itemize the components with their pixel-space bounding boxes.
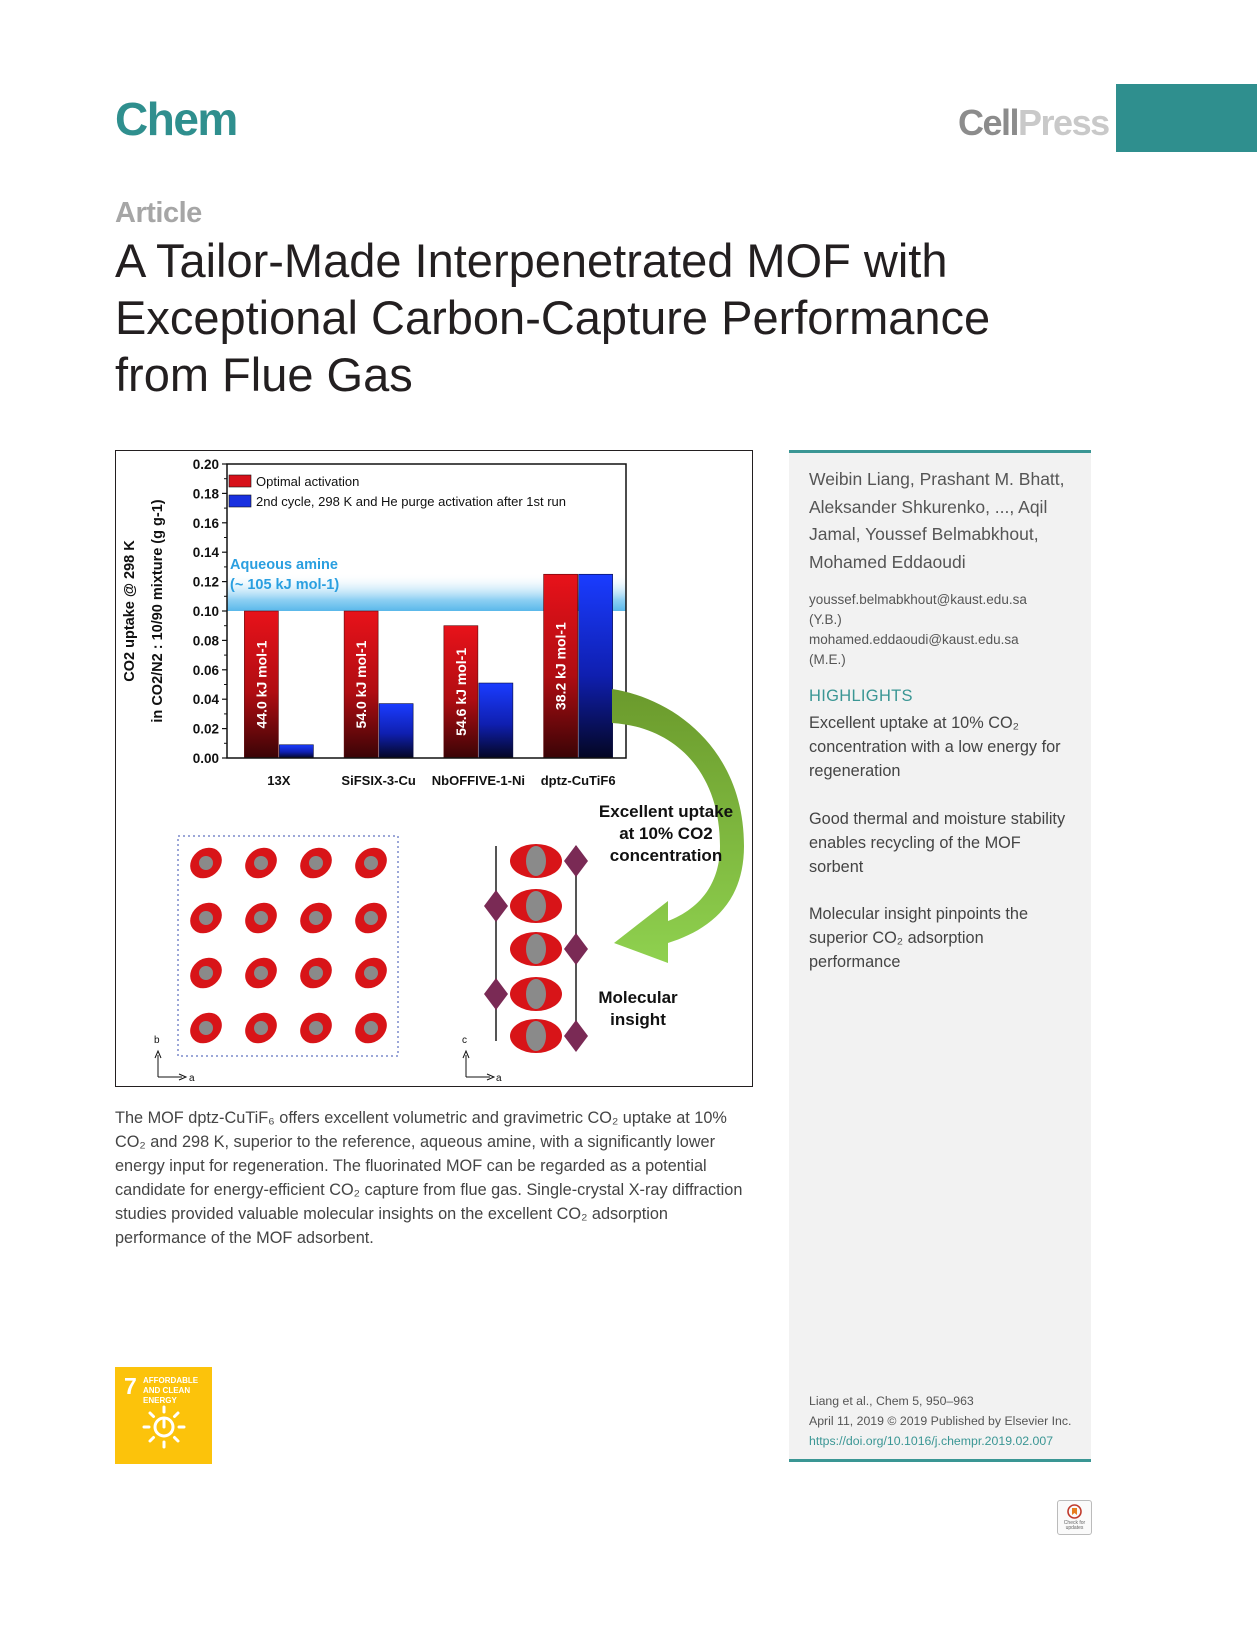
highlights-heading: HIGHLIGHTS (809, 687, 913, 705)
publisher-logo-cell: Cell (958, 102, 1019, 143)
bar-label-3: 54.6 kJ mol-1 (452, 647, 469, 736)
check-for-updates-label: Check for updates (1063, 1520, 1086, 1531)
citation: Liang et al., Chem 5, 950–963 (809, 1394, 974, 1408)
bar-label-2: 54.0 kJ mol-1 (353, 640, 370, 729)
carbon-atom-left-12 (364, 966, 378, 980)
publication-date: April 11, 2019 © 2019 Published by Elsevier Inc. (809, 1414, 1072, 1428)
carbon-atom-left-7 (309, 911, 323, 925)
doi-link[interactable]: https://doi.org/10.1016/j.chempr.2019.02.007 (809, 1434, 1054, 1448)
legend-label-1: Optimal activation (256, 474, 360, 489)
carbon-atom-left-9 (199, 966, 213, 980)
carbon-atom-left-1 (199, 856, 213, 870)
y-tick-label-5: 0.08 (192, 633, 219, 649)
y-tick-label-6: 0.10 (192, 604, 219, 619)
bar-label-1: 44.0 kJ mol-1 (253, 640, 270, 729)
annotation-at-10-co2: at 10% CO2 (619, 824, 713, 843)
bar-second-cycle-4 (579, 574, 613, 758)
crystal-structure-right (484, 844, 588, 1053)
axis-indicator-left (155, 1051, 186, 1080)
reference-label-1: Aqueous amine (230, 557, 338, 573)
reference-label-2: (~ 105 kJ mol-1) (230, 577, 340, 593)
legend-label-2: 2nd cycle, 298 K and He purge activation after 1st run (256, 494, 567, 509)
y-ticks-group (193, 457, 227, 766)
highlight-item-3: Molecular insight pinpoints the superior CO₂ adsorption performance (809, 905, 1029, 971)
carbon-atom-left-3 (309, 856, 323, 870)
article-type: Article (115, 197, 202, 229)
sidebar-panel (789, 450, 1091, 1462)
publisher-logo-press: Press (1018, 102, 1109, 143)
x-tick-label-1: 13X (267, 773, 291, 788)
bar-second-cycle-1 (279, 745, 313, 758)
carbon-atom-right-3 (526, 934, 546, 964)
highlight-item-1: Excellent uptake at 10% CO₂ concentration with a low energy for regeneration (809, 714, 1061, 780)
metal-octahedron-1 (564, 845, 588, 877)
carbon-atom-left-5 (199, 911, 213, 925)
carbon-atom-left-14 (254, 1021, 268, 1035)
email-belmabkhout[interactable]: youssef.belmabkhout@kaust.edu.sa (809, 592, 1027, 607)
email-note-me: (M.E.) (809, 652, 846, 667)
legend-swatch-2 (229, 495, 251, 507)
y-tick-label-7: 0.12 (192, 574, 219, 590)
x-tick-label-3: NbOFFIVE-1-Ni (431, 773, 525, 788)
carbon-atom-right-2 (526, 891, 546, 921)
sdg-badge (115, 1367, 212, 1464)
annotation-molecular: Molecular (598, 988, 678, 1007)
carbon-atom-left-10 (254, 966, 268, 980)
axis-indicator-right-a: a (496, 1073, 502, 1084)
sdg-label: AFFORDABLE AND CLEAN ENERGY (143, 1376, 199, 1405)
y-tick-label-4: 0.06 (192, 662, 219, 678)
axis-indicator-left-a: a (189, 1073, 195, 1084)
y-tick-label-3: 0.04 (192, 692, 219, 708)
bar-second-cycle-3 (479, 683, 513, 758)
x-tick-label-4: dptz-CuTiF6 (540, 773, 616, 788)
carbon-atom-left-6 (254, 911, 268, 925)
crystal-structure-left (178, 836, 398, 1056)
carbon-atom-left-2 (254, 856, 268, 870)
x-ticks-group (267, 773, 615, 788)
x-tick-label-2: SiFSIX-3-Cu (341, 773, 416, 788)
sdg-number: 7 (124, 1373, 137, 1399)
y-tick-label-1: 0.00 (192, 751, 219, 766)
axis-indicator-right-c: c (462, 1035, 467, 1046)
carbon-atom-left-11 (309, 966, 323, 980)
email-note-yb: (Y.B.) (809, 612, 842, 627)
axis-indicator-left-b: b (154, 1035, 160, 1046)
y-tick-label-10: 0.18 (192, 486, 219, 502)
article-title: A Tailor-Made Interpenetrated MOF with Exceptional Carbon-Capture Performance from Flue Gas (115, 234, 991, 401)
y-tick-label-8: 0.14 (192, 545, 219, 561)
carbon-atom-right-5 (526, 1021, 546, 1051)
annotation-excellent-uptake: Excellent uptake (598, 802, 734, 821)
carbon-atom-left-16 (364, 1021, 378, 1035)
authors: Weibin Liang, Prashant M. Bhatt, Aleksander Shkurenko, ..., Aqil Jamal, Youssef Belmabkhout, Mohamed Eddaoudi (809, 469, 1065, 572)
carbon-atom-right-1 (526, 846, 546, 876)
carbon-atom-left-8 (364, 911, 378, 925)
y-tick-label-9: 0.16 (192, 515, 219, 531)
metal-octahedron-4 (484, 978, 508, 1010)
check-for-updates-badge[interactable] (1057, 1500, 1092, 1535)
metal-octahedron-5 (564, 1020, 588, 1052)
graphical-abstract-figure (115, 450, 753, 1087)
publisher-logo (958, 102, 1109, 144)
legend-swatch-1 (229, 475, 251, 487)
metal-octahedron-2 (484, 890, 508, 922)
journal-logo: Chem (115, 93, 237, 145)
metal-octahedron-3 (564, 933, 588, 965)
y-axis-label-1: CO2 uptake @ 298 K (122, 540, 138, 682)
y-tick-label-11: 0.20 (192, 457, 219, 472)
legend (229, 474, 566, 509)
carbon-atom-left-15 (309, 1021, 323, 1035)
bar-second-cycle-2 (379, 704, 413, 758)
y-axis-label-2: in CO2/N2 : 10/90 mixture (g g-1) (150, 499, 166, 723)
y-tick-label-2: 0.02 (192, 721, 219, 737)
abstract-text: The MOF dptz-CuTiF₆ offers excellent volumetric and gravimetric CO₂ uptake at 10% CO₂ and 298 K, superior to the reference, aqueous amine, with a significantly lower energy input for regeneration. The fluorinated MOF can be regarded as a potential candidate for energy-efficient CO₂ capture from flue gas. Single-crystal X-ray diffraction studies provided valuable molecular insights on the excellent CO₂ adsorption performance of the MOF adsorbent. (115, 1109, 743, 1247)
bookmark-icon (1067, 1504, 1082, 1519)
axis-indicator-right (463, 1051, 494, 1080)
bar-label-4: 38.2 kJ mol-1 (552, 622, 569, 711)
carbon-atom-left-4 (364, 856, 378, 870)
carbon-atom-left-13 (199, 1021, 213, 1035)
highlight-item-2: Good thermal and moisture stability enables recycling of the MOF sorbent (809, 810, 1066, 876)
graphical-abstract-svg (116, 451, 752, 1086)
carbon-atom-right-4 (526, 979, 546, 1009)
power-sun-icon (142, 1405, 186, 1449)
corner-tab (1116, 84, 1257, 152)
annotation-insight: insight (610, 1010, 666, 1029)
email-eddaoudi[interactable]: mohamed.eddaoudi@kaust.edu.sa (809, 632, 1019, 647)
annotation-concentration: concentration (609, 846, 723, 865)
